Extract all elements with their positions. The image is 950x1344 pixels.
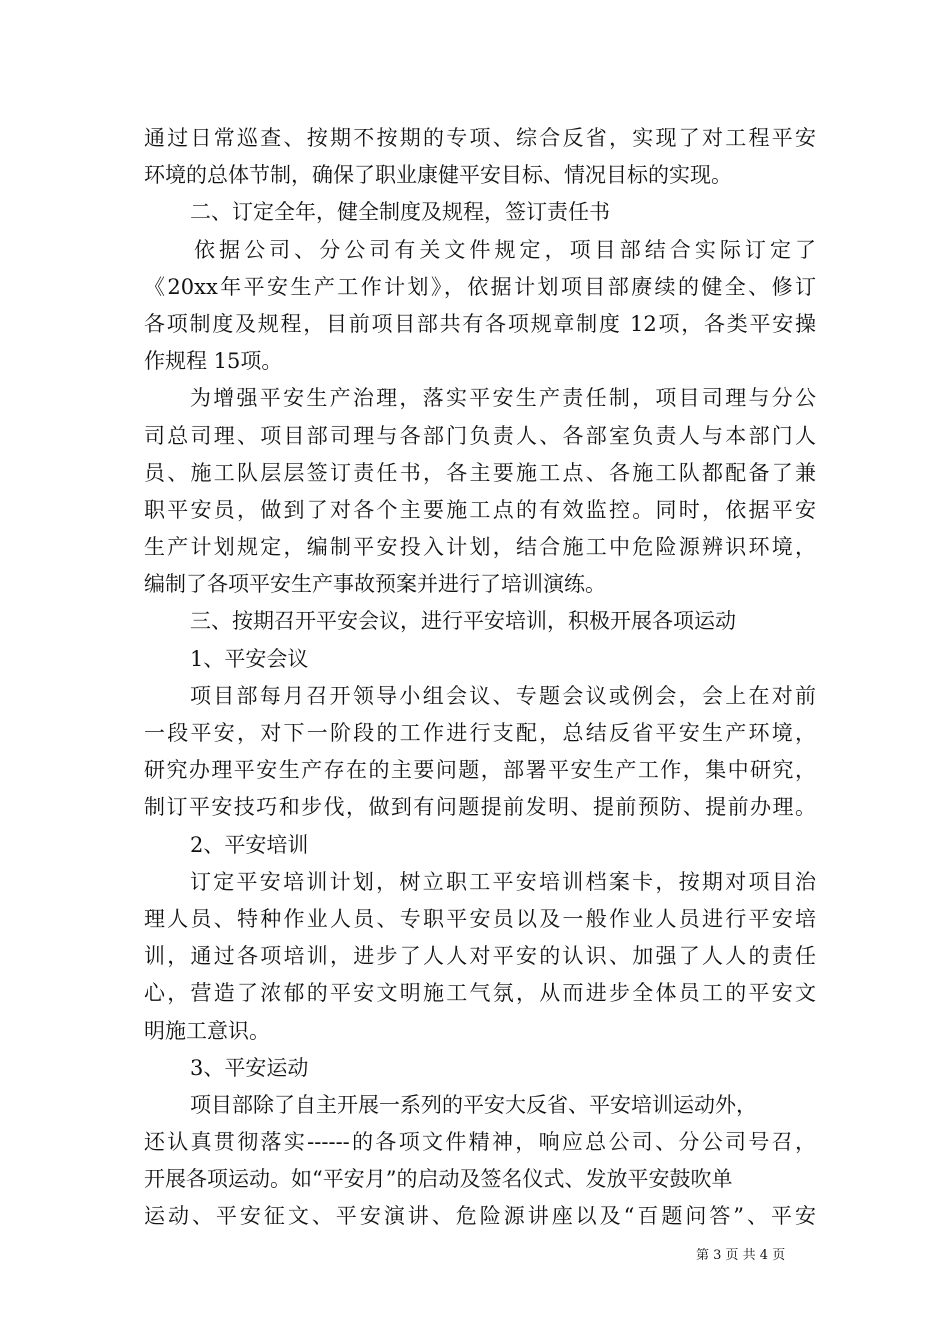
paragraph-line: 研究办理平安生产存在的主要问题，部署平安生产工作，集中研究， [144,758,816,783]
paragraph-line: 心，营造了浓郁的平安文明施工气氛，从而进步全体员工的平安文 [144,981,816,1006]
paragraph-line: 理人员、特种作业人员、专职平安员以及一般作业人员进行平安培 [144,906,816,931]
paragraph-line: 环境的总体节制，确保了职业康健平安目标、情况目标的实现。 [144,163,732,188]
paragraph-line: 依据公司、分公司有关文件规定，项目部结合实际订定了 [194,237,816,262]
page-number: 第 3 页 共 4 页 [696,1248,786,1263]
paragraph-line: 开展各项运动。如“平安月”的启动及签名仪式、发放平安鼓吹单 [144,1167,733,1192]
paragraph-line: 作规程 15项。 [144,349,283,374]
section-heading: 二、订定全年，健全制度及规程，签订责任书 [190,200,610,225]
paragraph-line: 订定平安培训计划，树立职工平安培训档案卡，按期对项目治 [190,869,816,894]
section-heading: 三、按期召开平安会议，进行平安培训，积极开展各项运动 [190,609,736,634]
paragraph-line: 制订平安技巧和步伐，做到有问题提前发明、提前预防、提前办理。 [144,795,816,820]
paragraph-line: 司总司理、项目部司理与各部门负责人、各部室负责人与本部门人 [144,423,816,448]
paragraph-line: 项目部除了自主开展一系列的平安大反省、平安培训运动外， [190,1092,757,1117]
paragraph-line: 为增强平安生产治理，落实平安生产责任制，项目司理与分公 [190,386,816,411]
paragraph-line: 运动、平安征文、平安演讲、危险源讲座以及“百题问答”、平安 [144,1204,816,1229]
paragraph-line: 《20xx年平安生产工作计划》，依据计划项目部赓续的健全、修订 [144,274,816,299]
paragraph-line: 还认真贯彻落实------的各项文件精神，响应总公司、分公司号召， [144,1130,816,1155]
subsection-heading: 2、平安培训 [190,832,309,857]
paragraph-line: 生产计划规定，编制平安投入计划，结合施工中危险源辨识环境， [144,535,816,560]
paragraph-line: 各项制度及规程，目前项目部共有各项规章制度 12项，各类平安操 [144,311,816,336]
document-body [144,120,816,1236]
paragraph-line: 训，通过各项培训，进步了人人对平安的认识、加强了人人的责任 [144,944,816,969]
subsection-heading: 1、平安会议 [190,646,309,671]
subsection-heading: 3、平安运动 [190,1055,309,1080]
paragraph-line: 明施工意识。 [144,1018,270,1043]
paragraph-line: 通过日常巡查、按期不按期的专项、综合反省，实现了对工程平安 [144,126,816,150]
paragraph-line: 员、施工队层层签订责任书，各主要施工点、各施工队都配备了兼 [144,460,816,485]
paragraph-line: 一段平安，对下一阶段的工作进行支配，总结反省平安生产环境， [144,721,816,745]
paragraph-line: 项目部每月召开领导小组会议、专题会议或例会，会上在对前 [190,683,816,708]
paragraph-line: 职平安员，做到了对各个主要施工点的有效监控。同时，依据平安 [144,497,816,522]
paragraph-line: 编制了各项平安生产事故预案并进行了培训演练。 [144,572,606,597]
